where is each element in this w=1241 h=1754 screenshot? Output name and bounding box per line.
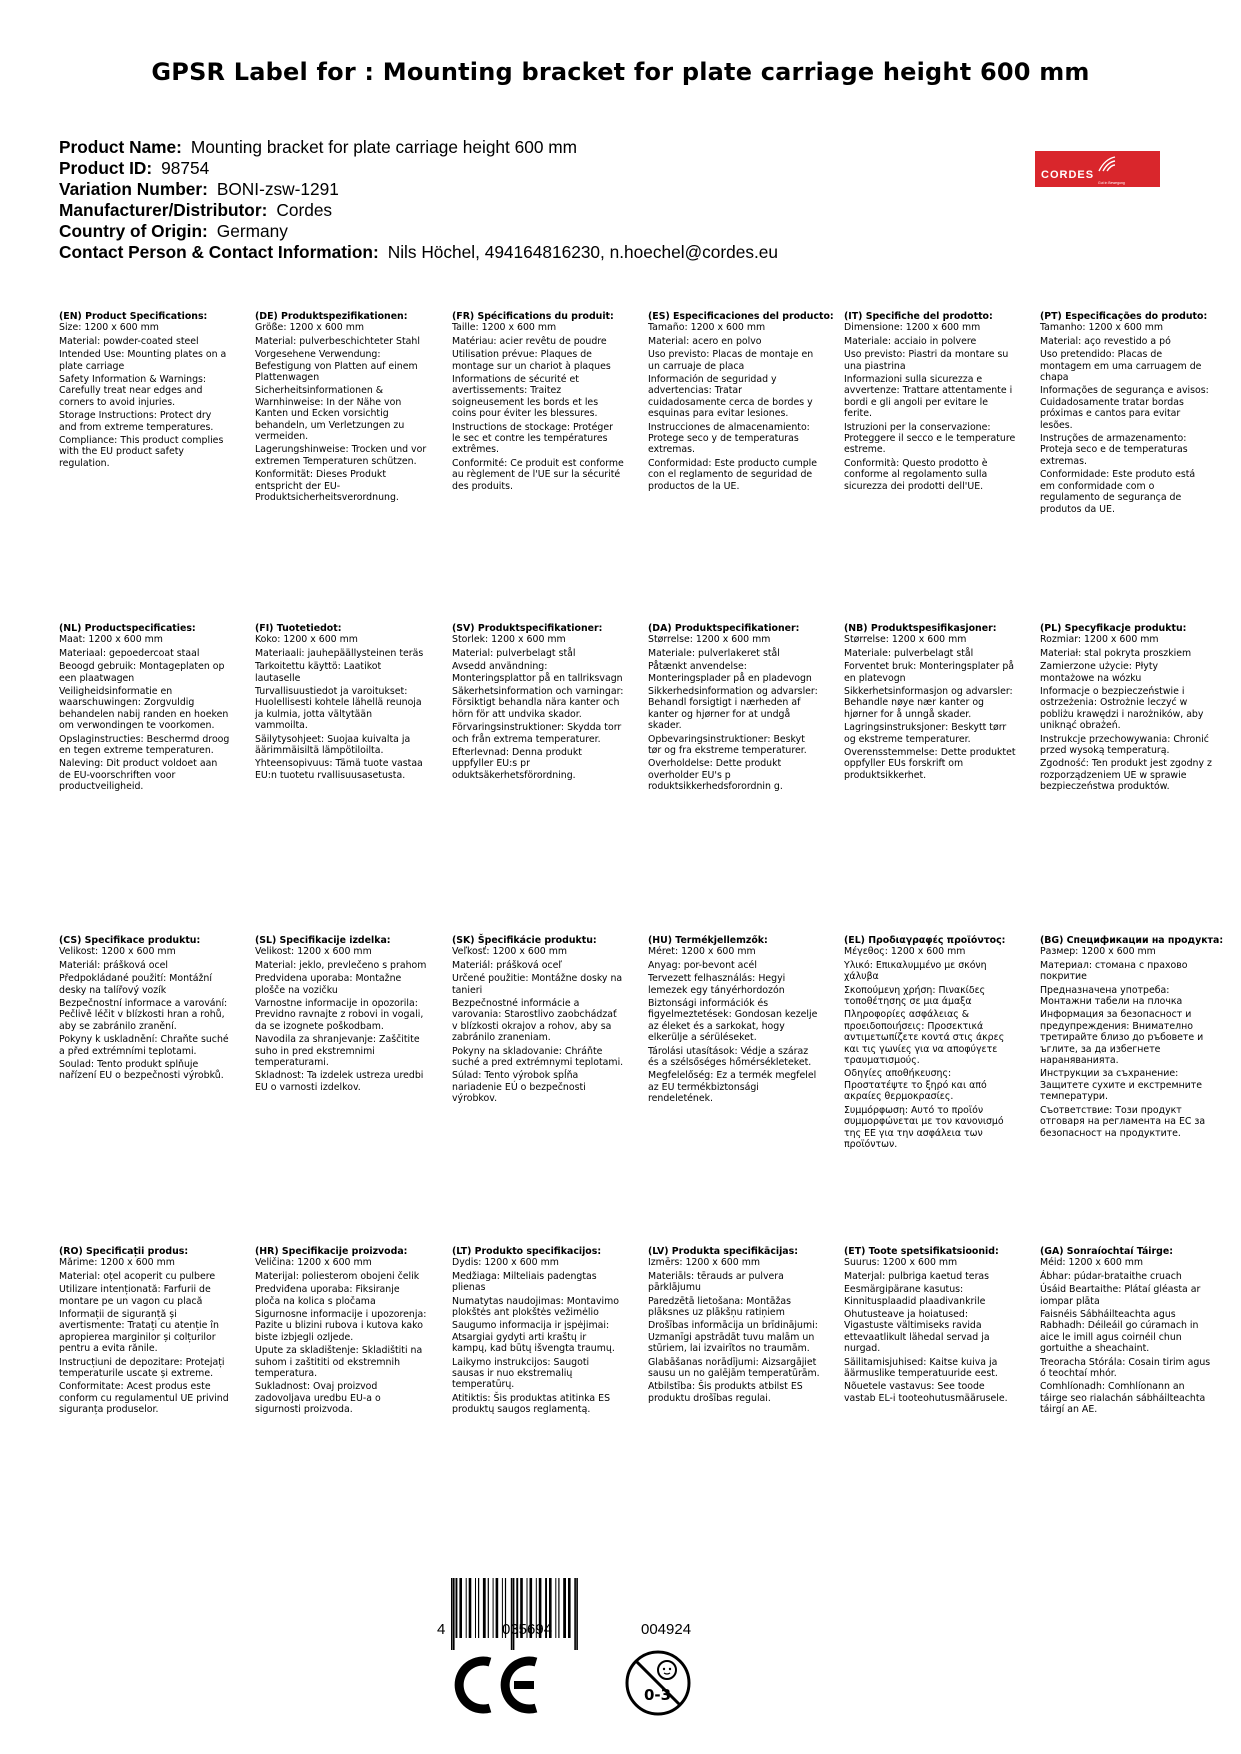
spec-line: Tamaño: 1200 x 600 mm xyxy=(648,322,766,334)
spec-line: Размер: 1200 x 600 mm xyxy=(1040,946,1156,958)
spec-line: Conformité: Ce produit est conforme au règlement de l'UE sur la sécurité des produits. xyxy=(452,457,624,492)
spec-line: Izmērs: 1200 x 600 mm xyxy=(648,1257,760,1269)
spec-line: Bezpečnostní informace a varování: Pečlivě léčit v blízkosti hran a rohů, aby se zabránilo zranění. xyxy=(59,998,228,1032)
spec-block xyxy=(452,623,624,783)
spec-line: Navodila za shranjevanje: Zaščitite suho in pred ekstremnimi temperaturami. xyxy=(255,1034,420,1069)
spec-line: Uso previsto: Placas de montaje en un carruaje de placa xyxy=(648,349,814,372)
spec-line: Maat: 1200 x 600 mm xyxy=(59,634,163,646)
spec-line: Megfelelőség: Ez a termék megfelel az EU termékbiztonsági rendeletének. xyxy=(648,1070,817,1105)
spec-line: Συμμόρφωση: Αυτό το προϊόν συμμορφώνεται με τον κανονισμό της ΕΕ για την ασφάλεια των προϊόντων. xyxy=(844,1104,1004,1150)
spec-heading: (NB) Produktspesifikasjoner: xyxy=(844,623,997,634)
spec-line: Storage Instructions: Protect dry and from extreme temperatures. xyxy=(59,410,214,433)
spec-heading: (NL) Productspecificaties: xyxy=(59,623,196,634)
spec-block xyxy=(452,935,624,1107)
spec-line: Materiale: acciaio in polvere xyxy=(844,335,977,347)
spec-block xyxy=(648,623,820,795)
spec-line: Съответствие: Този продукт отговаря на регламента на ЕС за безопасност на продуктите. xyxy=(1040,1104,1206,1139)
spec-line: Instructions de stockage: Protéger le sec et contre les températures extrêmes. xyxy=(452,421,613,456)
info-label: Product ID: xyxy=(59,158,153,178)
spec-line: Utilizare intenționată: Farfurii de montare pe un vagon cu placă xyxy=(59,1284,211,1307)
info-row-variation-number xyxy=(59,179,778,200)
spec-line: Información de seguridad y advertencias: Tratar cuidadosamente cerca de bordes y esquinas para evitar lesiones. xyxy=(648,374,813,420)
spec-line: Material: pulverbeschichteter Stahl xyxy=(255,335,420,347)
spec-line: Zamierzone użycie: Płyty montażowe na wózku xyxy=(1040,661,1159,684)
spec-line: Информация за безопасност и предупреждения: Внимателно третирайте близо до ръбовете и ъглите, за да избегнете нараняванията. xyxy=(1040,1009,1204,1067)
spec-line: Zgodność: Ten produkt jest zgodny z rozporządzeniem UE w sprawie bezpieczeństwa produktów. xyxy=(1040,758,1212,793)
info-label: Variation Number: xyxy=(59,179,208,199)
spec-line: Materiaali: jauhepäällysteinen teräs xyxy=(255,647,424,659)
spec-line: Veiligheidsinformatie en waarschuwingen: Zorgvuldig behandelen nabij randen en hoeken om verwondingen te voorkomen. xyxy=(59,686,229,732)
spec-line: Størrelse: 1200 x 600 mm xyxy=(648,634,771,646)
info-value: Cordes xyxy=(276,200,333,220)
spec-line: Rozmiar: 1200 x 600 mm xyxy=(1040,634,1159,646)
spec-line: Materiaal: gepoedercoat staal xyxy=(59,647,200,659)
spec-heading: (IT) Specifiche del prodotto: xyxy=(844,311,993,322)
spec-block xyxy=(844,623,1016,783)
spec-line: Størrelse: 1200 x 600 mm xyxy=(844,634,967,646)
spec-line: Conformidad: Este producto cumple con el reglamento de seguridad de productos de la UE. xyxy=(648,457,818,492)
info-value: 98754 xyxy=(161,158,210,178)
spec-line: Treoracha Stórála: Cosain tirim agus ó teochtaí mhór. xyxy=(1040,1356,1211,1380)
spec-line: Инструкции за съхранение: Защитете сухите и екстремните температури. xyxy=(1040,1068,1203,1103)
spec-line: Οδηγίες αποθήκευσης: Προστατέψτε το ξηρό και από ακραίες θερμοκρασίες. xyxy=(844,1068,987,1103)
spec-line: Určené použitie: Montážne dosky na tanieri xyxy=(452,973,623,996)
spec-line: Ábhar: púdar-brataithe cruach xyxy=(1040,1270,1182,1282)
spec-block xyxy=(1040,935,1224,1141)
spec-line: Dydis: 1200 x 600 mm xyxy=(452,1257,559,1269)
spec-line: Storlek: 1200 x 600 mm xyxy=(452,634,566,646)
spec-heading: (DA) Produktspecifikationer: xyxy=(648,623,800,634)
spec-line: Instrucțiuni de depozitare: Protejați temperaturile uscate și extreme. xyxy=(59,1356,225,1380)
spec-line: Pokyny k uskladnění: Chraňte suché a před extrémními teplotami. xyxy=(59,1034,229,1057)
spec-line: Säkerhetsinformation och varningar: Försiktigt behandla nära kanter och hörn för att undvika skador. xyxy=(452,686,624,720)
spec-line: Materiál: prášková oceľ xyxy=(452,959,562,971)
ce-mark-icon xyxy=(452,1654,540,1716)
spec-line: Medžiaga: Milteliais padengtas plienas xyxy=(452,1270,597,1294)
spec-line: Materiał: stal pokryta proszkiem xyxy=(1040,647,1192,659)
spec-block xyxy=(844,935,1016,1152)
spec-line: Size: 1200 x 600 mm xyxy=(59,322,159,334)
spec-line: Predvidena uporaba: Montažne plošče na vozičku xyxy=(255,973,402,996)
spec-line: Ohutusteave ja hoiatused: Vigastuste vältimiseks ravida ettevaatlikult lähedal servad ja nurgad. xyxy=(844,1309,990,1355)
spec-line: Lagerungshinweise: Trocken und vor extremen Temperaturen schützen. xyxy=(255,444,427,467)
spec-line: Uso previsto: Piastri da montare su una piastrina xyxy=(844,349,1009,372)
cordes-logo xyxy=(1035,151,1160,187)
spec-line: Velikost: 1200 x 600 mm xyxy=(59,946,176,958)
spec-line: Numatytas naudojimas: Montavimo plokštės ant plokštės vežimėlio xyxy=(452,1295,619,1319)
spec-line: Informații de siguranță și avertismente: Tratați cu atenție în apropierea marginilor și colțurilor pentru a evita rănile. xyxy=(59,1309,219,1355)
spec-line: Tamanho: 1200 x 600 mm xyxy=(1040,322,1164,334)
spec-line: Méid: 1200 x 600 mm xyxy=(1040,1257,1144,1269)
spec-line: Materiale: pulverbelagt stål xyxy=(844,647,974,659)
spec-block xyxy=(59,623,231,795)
spec-line: Taille: 1200 x 600 mm xyxy=(452,322,557,334)
info-row-product-name xyxy=(59,137,778,158)
spec-block xyxy=(255,935,427,1095)
spec-heading: (PT) Especificações do produto: xyxy=(1040,311,1208,322)
barcode xyxy=(437,1578,742,1650)
spec-line: Velikost: 1200 x 600 mm xyxy=(255,946,372,958)
spec-line: Yhteensopivuus: Tämä tuote vastaa EU:n tuotetu rvallisuusasetusta. xyxy=(255,758,423,781)
spec-line: Materiál: prášková ocel xyxy=(59,959,169,971)
spec-line: Instrucciones de almacenamiento: Protege seco y de temperaturas extremas. xyxy=(648,421,810,456)
spec-line: Material: oțel acoperit cu pulbere xyxy=(59,1270,216,1282)
spec-line: Naleving: Dit product voldoet aan de EU-voorschriften voor productveiligheid. xyxy=(59,758,218,793)
spec-heading: (EL) Προδιαγραφές προϊόντος: xyxy=(844,935,1006,946)
spec-line: Opbevaringsinstruktioner: Beskyt tør og fra ekstreme temperaturer. xyxy=(648,733,807,757)
spec-heading: (SV) Produktspecifikationer: xyxy=(452,623,603,634)
spec-heading: (PL) Specyfikacje produktu: xyxy=(1040,623,1187,634)
spec-heading: (SK) Špecifikácie produktu: xyxy=(452,935,597,946)
spec-line: Material: powder-coated steel xyxy=(59,335,199,347)
spec-line: Informacje o bezpieczeństwie i ostrzeżenia: Ostrożnie leczyć w pobliżu krawędzi i narożników, aby uniknąć obrażeń. xyxy=(1040,686,1204,732)
spec-line: Lagringsinstruksjoner: Beskytt tørr og ekstreme temperaturer. xyxy=(844,722,1007,745)
spec-line: Atbilstība: Šis produkts atbilst ES produktu drošības regulai. xyxy=(648,1381,803,1404)
spec-block xyxy=(59,935,231,1084)
spec-line: Conformidade: Este produto está em conformidade com o regulamento de segurança de produtos da UE. xyxy=(1040,469,1196,515)
spec-heading: (LT) Produkto specifikacijos: xyxy=(452,1246,602,1257)
spec-heading: (DE) Produktspezifikationen: xyxy=(255,311,408,322)
spec-block xyxy=(59,1246,231,1418)
spec-line: Tarkoitettu käyttö: Laatikot lautaselle xyxy=(255,661,382,684)
spec-block xyxy=(1040,623,1212,795)
spec-line: Påtænkt anvendelse: Monteringsplader på en pladevogn xyxy=(648,661,812,684)
info-label: Contact Person & Contact Information: xyxy=(59,242,379,262)
spec-line: Materjal: pulbriga kaetud teras xyxy=(844,1270,990,1282)
spec-block xyxy=(452,311,624,494)
spec-line: Informações de segurança e avisos: Cuidadosamente tratar bordas próximas e cantos para evitar lesões. xyxy=(1040,385,1209,431)
spec-line: Compliance: This product complies with the EU product safety regulation. xyxy=(59,435,224,469)
spec-line: Förvaringsinstruktioner: Skydda torr och från extrema temperaturer. xyxy=(452,722,622,745)
spec-line: Intended Use: Mounting plates on a plate carriage xyxy=(59,349,227,372)
spec-line: Overholdelse: Dette produkt overholder EU's p roduktsikkerhedsforordnin g. xyxy=(648,758,783,793)
spec-line: Größe: 1200 x 600 mm xyxy=(255,322,364,334)
spec-line: Conformità: Questo prodotto è conforme al regolamento sulla sicurezza dei prodotti dell'UE. xyxy=(844,457,988,492)
spec-line: Σκοπούμενη χρήση: Πινακίδες τοποθέτησης σε μια άμαξα xyxy=(844,984,986,1008)
spec-line: Paredzētā lietošana: Montāžas plāksnes uz plākšņu ratiņiem xyxy=(648,1295,792,1319)
spec-line: Conformitate: Acest produs este conform cu regulamentul UE privind siguranța produselor. xyxy=(59,1381,229,1416)
barcode-digit-first: 4 xyxy=(437,1621,446,1638)
info-value: Germany xyxy=(216,221,288,241)
spec-heading: (HU) Termékjellemzők: xyxy=(648,935,768,946)
spec-heading: (SL) Specifikacije izdelka: xyxy=(255,935,391,946)
info-row-country xyxy=(59,221,778,242)
spec-line: Avsedd användning: Monteringsplattor på en tallriksvagn xyxy=(452,661,623,684)
spec-heading: (RO) Specificații produs: xyxy=(59,1246,189,1257)
logo-wordmark: CORDES xyxy=(1041,169,1095,181)
spec-line: Anyag: por-bevont acél xyxy=(648,959,757,971)
info-row-product-id xyxy=(59,158,778,179)
spec-line: Safety Information & Warnings: Carefully treat near edges and corners to avoid injuries. xyxy=(59,374,207,408)
spec-line: Úsáid Beartaithe: Plátaí gléasta ar iompar plāta xyxy=(1040,1284,1201,1307)
spec-line: Koko: 1200 x 600 mm xyxy=(255,634,358,646)
info-label: Country of Origin: xyxy=(59,221,208,241)
spec-heading: (CS) Specifikace produktu: xyxy=(59,935,201,946)
spec-block xyxy=(1040,311,1212,517)
spec-line: Turvallisuustiedot ja varoitukset: Huolellisesti kohtele lähellä reunoja ja kulmia, jotta vältytään vammoilta. xyxy=(255,686,422,732)
spec-line: Instrukcje przechowywania: Chronić przed wysoką temperaturą. xyxy=(1040,733,1209,757)
spec-line: Matériau: acier revêtu de poudre xyxy=(452,335,607,347)
spec-line: Veličina: 1200 x 600 mm xyxy=(255,1257,372,1269)
spec-line: Předpokládané použití: Montážní desky na talířový vozík xyxy=(59,973,212,996)
info-value: Mounting bracket for plate carriage height 600 mm xyxy=(190,137,578,157)
spec-line: Sicherheitsinformationen & Warnhinweise: In der Nähe von Kanten und Ecken vorsichtig behandeln, um Verletzungen zu vermeiden. xyxy=(255,385,405,443)
spec-line: Instruções de armazenamento: Proteja seco e de temperaturas extremas. xyxy=(1040,433,1188,467)
spec-line: Material: aço revestido a pó xyxy=(1040,335,1171,347)
spec-block xyxy=(844,1246,1016,1406)
spec-line: Varnostne informacije in opozorila: Previdno ravnajte z robovi in vogali, da se izognete poškodbam. xyxy=(255,998,424,1032)
age-warning-icon xyxy=(623,1648,693,1718)
spec-line: Overensstemmelse: Dette produktet oppfyller EUs forskrift om produktsikkerhet. xyxy=(844,747,1016,781)
spec-line: Eesmärgipärane kasutus: Kinnitusplaadid plaadivankrile xyxy=(844,1284,986,1307)
spec-line: Материал: стомана с прахово покритие xyxy=(1040,959,1188,983)
spec-block xyxy=(648,935,820,1107)
spec-heading: (FR) Spécifications du produit: xyxy=(452,311,614,322)
spec-line: Sikkerhedsinformation og advarsler: Behandl forsigtigt i nærheden af kanter og hjørner for at undgå skader. xyxy=(648,686,818,732)
spec-line: Forventet bruk: Monteringsplater på en platevogn xyxy=(844,661,1015,684)
spec-heading: (ET) Toote spetsifikatsioonid: xyxy=(844,1246,999,1257)
spec-line: Sikkerhetsinformasjon og advarsler: Behandle nøye nær kanter og hjørner for å unngå skader. xyxy=(844,686,1013,720)
barcode-digits-left: 035694 xyxy=(502,1621,553,1638)
spec-line: Istruzioni per la conservazione: Proteggere il secco e le temperature estreme. xyxy=(844,421,1016,456)
spec-line: Laikymo instrukcijos: Saugoti sausas ir nuo ekstremalių temperatūrų. xyxy=(452,1356,590,1391)
info-label: Manufacturer/Distributor: xyxy=(59,200,268,220)
spec-heading: (LV) Produkta specifikācijas: xyxy=(648,1246,798,1257)
spec-line: Glabāšanas norādījumi: Aizsargājiet sausu un no galējām temperatūrām. xyxy=(648,1356,820,1380)
spec-line: Предназначена употреба: Монтажни табели на плочка xyxy=(1040,984,1183,1008)
age-warning-label: 0-3 xyxy=(644,1686,672,1704)
spec-line: Mărime: 1200 x 600 mm xyxy=(59,1257,175,1269)
spec-line: Informazioni sulla sicurezza e avvertenze: Trattare attentamente i bordi e gli angoli per evitare le ferite. xyxy=(844,374,1013,420)
spec-line: Suurus: 1200 x 600 mm xyxy=(844,1257,958,1269)
spec-line: Dimensione: 1200 x 600 mm xyxy=(844,322,981,334)
spec-block xyxy=(648,1246,820,1406)
page-title: GPSR Label for : Mounting bracket for plate carriage height 600 mm xyxy=(151,58,1090,86)
spec-heading: (BG) Спецификации на продукта: xyxy=(1040,935,1224,946)
spec-block xyxy=(255,1246,427,1418)
spec-block xyxy=(648,311,834,494)
spec-line: Drošības informācija un brīdinājumi: Uzmanīgi apstrādāt tuvu malām un stūriem, lai izvairītos no traumām. xyxy=(648,1320,818,1355)
info-row-contact xyxy=(59,242,778,263)
spec-line: Säilytysohjeet: Suojaa kuivalta ja äärimmäisiltä lämpötiloilta. xyxy=(255,733,411,757)
spec-line: Skladnost: Ta izdelek ustreza uredbi EU o varnosti izdelkov. xyxy=(255,1070,424,1093)
spec-line: Faisnéis Sábháilteachta agus Rabhadh: Déileáil go cúramach in aice le imill agus coirnéil chun gortuithe a sheachaint. xyxy=(1040,1309,1199,1355)
logo-tagline: Gut in Bewegung xyxy=(1098,181,1125,185)
spec-heading: (HR) Specifikacije proizvoda: xyxy=(255,1246,408,1257)
spec-heading: (ES) Especificaciones del producto: xyxy=(648,311,834,322)
spec-line: Saugumo informacija ir įspėjimai: Atsargiai gydyti arti kraštų ir kampų, kad būtų išvengta traumų. xyxy=(452,1320,615,1355)
spec-line: Efterlevnad: Denna produkt uppfyller EU:s pr oduktsäkerhetsförordning. xyxy=(452,747,582,781)
spec-line: Upute za skladištenje: Skladištiti na suhom i zaštititi od ekstremnih temperatura. xyxy=(255,1345,423,1380)
spec-line: Materijal: poliesterom obojeni čelik xyxy=(255,1270,420,1282)
spec-line: Bezpečnostné informácie a varovania: Starostlivo zaobchádzať v blízkosti okrajov a rohov, aby sa zabránilo zraneniam. xyxy=(452,998,617,1044)
spec-line: Μέγεθος: 1200 x 600 mm xyxy=(844,946,966,958)
spec-line: Utilisation prévue: Plaques de montage sur un chariot à plaques xyxy=(452,349,611,372)
info-value: BONI-zsw-1291 xyxy=(216,179,339,199)
spec-line: Tervezett felhasználás: Hegyi lemezek egy tányérhordozón xyxy=(648,973,786,996)
spec-line: Sigurnosne informacije i upozorenja: Pazite u blizini rubova i kutova kako biste izbjegli ozljede. xyxy=(255,1309,427,1343)
barcode-digits-right: 004924 xyxy=(641,1621,692,1638)
spec-line: Material: acero en polvo xyxy=(648,335,762,347)
spec-line: Sukladnost: Ovaj proizvod zadovoljava uredbu EU-a o sigurnosti proizvoda. xyxy=(255,1381,381,1416)
spec-block xyxy=(59,311,231,471)
spec-block xyxy=(1040,1246,1212,1418)
spec-block xyxy=(255,623,427,783)
spec-line: Materiale: pulverlakeret stål xyxy=(648,647,780,659)
info-value: Nils Höchel, 494164816230, n.hoechel@cordes.eu xyxy=(387,242,779,262)
spec-line: Material: pulverbelagt stål xyxy=(452,647,576,659)
spec-line: Comhlíonadh: Comhlíonann an táirge seo rialachán sábháilteachta táirgí an AE. xyxy=(1040,1381,1206,1416)
spec-line: Nõuetele vastavus: See toode vastab EL-i tooteohutusmäärusele. xyxy=(844,1381,1008,1404)
spec-heading: (FI) Tuotetiedot: xyxy=(255,623,342,634)
spec-line: Súlad: Tento výrobok spĺňa nariadenie EÚ o bezpečnosti výrobkov. xyxy=(452,1070,586,1105)
spec-line: Atitiktis: Šis produktas atitinka ES produktų saugos reglamentą. xyxy=(452,1392,611,1416)
spec-heading: (EN) Product Specifications: xyxy=(59,311,208,322)
spec-line: Pokyny na skladovanie: Chráňte suché a pred extrémnymi teplotami. xyxy=(452,1045,624,1069)
spec-line: Säilitamisjuhised: Kaitse kuiva ja äärmuslike temperatuuride eest. xyxy=(844,1356,998,1380)
info-row-manufacturer xyxy=(59,200,778,221)
spec-line: Materiāls: tērauds ar pulvera pārklājumu xyxy=(648,1270,784,1294)
spec-line: Informations de sécurité et avertissements: Traitez soigneusement les bords et les coins pour éviter les blessures. xyxy=(452,374,599,420)
spec-line: Uso pretendido: Placas de montagem em uma carruagem de chapa xyxy=(1040,349,1202,384)
spec-line: Πληροφορίες ασφάλειας & προειδοποιήσεις: Προσεκτικά αντιμετωπίζετε κοντά στις άκρες και τις γωνίες για να αποφύγετε τραυματισμούς. xyxy=(844,1009,1005,1067)
spec-line: Soulad: Tento produkt splňuje nařízení EU o bezpečnosti výrobků. xyxy=(59,1059,224,1082)
product-info xyxy=(59,137,778,263)
spec-line: Beoogd gebruik: Montageplaten op een plaatwagen xyxy=(59,661,225,684)
spec-line: Material: jeklo, prevlečeno s prahom xyxy=(255,959,427,971)
spec-heading: (GA) Sonraíochtaí Táirge: xyxy=(1040,1246,1173,1257)
spec-block xyxy=(844,311,1016,494)
spec-line: Opslaginstructies: Beschermd droog en tegen extreme temperaturen. xyxy=(59,733,230,757)
spec-line: Veľkosť: 1200 x 600 mm xyxy=(452,946,568,958)
spec-line: Biztonsági információk és figyelmeztetések: Gondosan kezelje az éleket és a sarkokat, hogy elkerülje a sérüléseket. xyxy=(648,998,818,1044)
spec-line: Predviđena uporaba: Fiksiranje ploča na kolica s pločama xyxy=(255,1284,400,1307)
spec-block xyxy=(255,311,427,506)
spec-block xyxy=(452,1246,624,1418)
info-label: Product Name: xyxy=(59,137,182,157)
spec-line: Konformität: Dieses Produkt entspricht der EU-Produktsicherheitsverordnung. xyxy=(255,469,399,504)
spec-line: Méret: 1200 x 600 mm xyxy=(648,946,756,958)
spec-line: Υλικό: Επικαλυμμένο με σκόνη χάλυβα xyxy=(844,959,987,983)
spec-line: Vorgesehene Verwendung: Befestigung von Platten auf einem Plattenwagen xyxy=(255,349,418,384)
spec-line: Tárolási utasítások: Védje a száraz és a szélsőséges hőmérsékleteket. xyxy=(648,1045,812,1069)
